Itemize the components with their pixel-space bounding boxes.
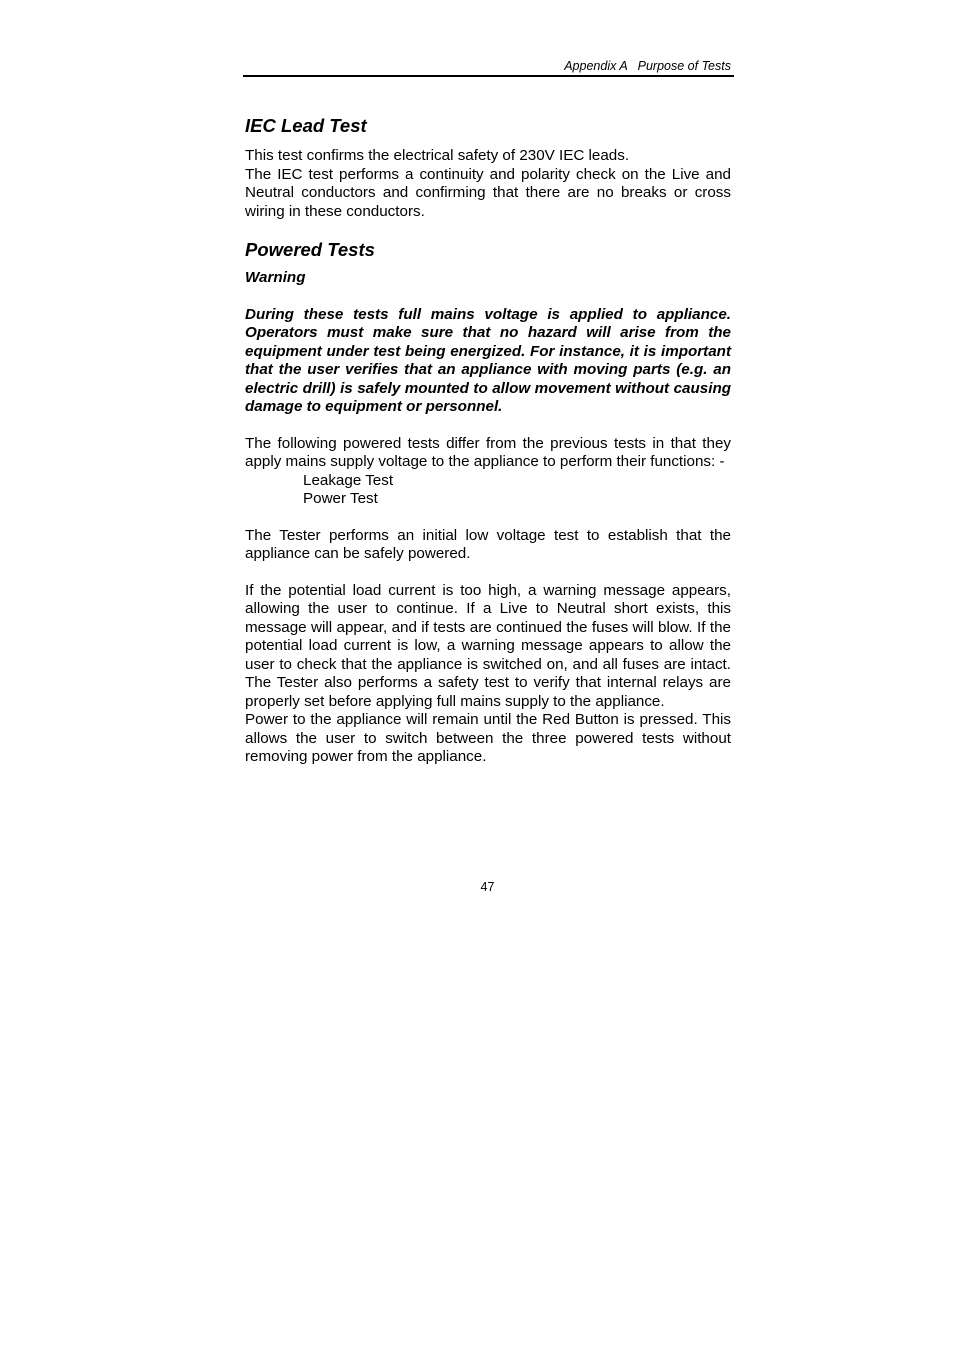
page-content bbox=[245, 114, 731, 767]
header-title: Appendix A Purpose of Tests bbox=[564, 59, 731, 73]
list-item-power-test: Power Test bbox=[303, 490, 378, 507]
power-remain-paragraph: Power to the appliance will remain until the Red Button is pressed. This allows the user to switch between the three powered tests without removing power from the appliance. bbox=[245, 711, 731, 765]
warning-label: Warning bbox=[245, 269, 306, 286]
iec-paragraph-2: The IEC test performs a continuity and polarity check on the Live and Neutral conductors and confirming that there are no breaks or cross wiring in these conductors. bbox=[245, 165, 731, 220]
page-number: 47 bbox=[480, 880, 495, 894]
header-rule bbox=[243, 75, 734, 77]
list-item-leakage-test: Leakage Test bbox=[303, 471, 394, 489]
load-current-paragraph: If the potential load current is too high, a warning message appears, allowing the user to continue. If a Live to Neutral short exists, this message will appear, and if tests are continued the fuses will blow. If the potential load current is low, a warning message appears to allow the user to check that the appliance is switched on, and all fuses are intact. The Tester also performs a safety test to verify that internal relays are properly set before applying full mains supply to the appliance. bbox=[245, 581, 731, 710]
iec-paragraph-1: This test confirms the electrical safety of 230V IEC leads. bbox=[245, 147, 630, 164]
running-header bbox=[243, 58, 733, 76]
initial-test-paragraph: The Tester performs an initial low voltage test to establish that the appliance can be safely powered. bbox=[245, 526, 731, 562]
section-title-iec-lead-test: IEC Lead Test bbox=[245, 115, 367, 136]
warning-text: During these tests full mains voltage is applied to appliance. Operators must make sure that no hazard will arise from the equipment under test being energized. For instance, it is important that the user verifies that an appliance with moving parts (e.g. an electric drill) is safely mounted to allow movement without causing damage to equipment or personnel. bbox=[245, 305, 731, 415]
powered-intro: The following powered tests differ from the previous tests in that they apply mains supply voltage to the appliance to perform their functions: - bbox=[245, 434, 731, 470]
section-title-powered-tests: Powered Tests bbox=[245, 239, 375, 260]
